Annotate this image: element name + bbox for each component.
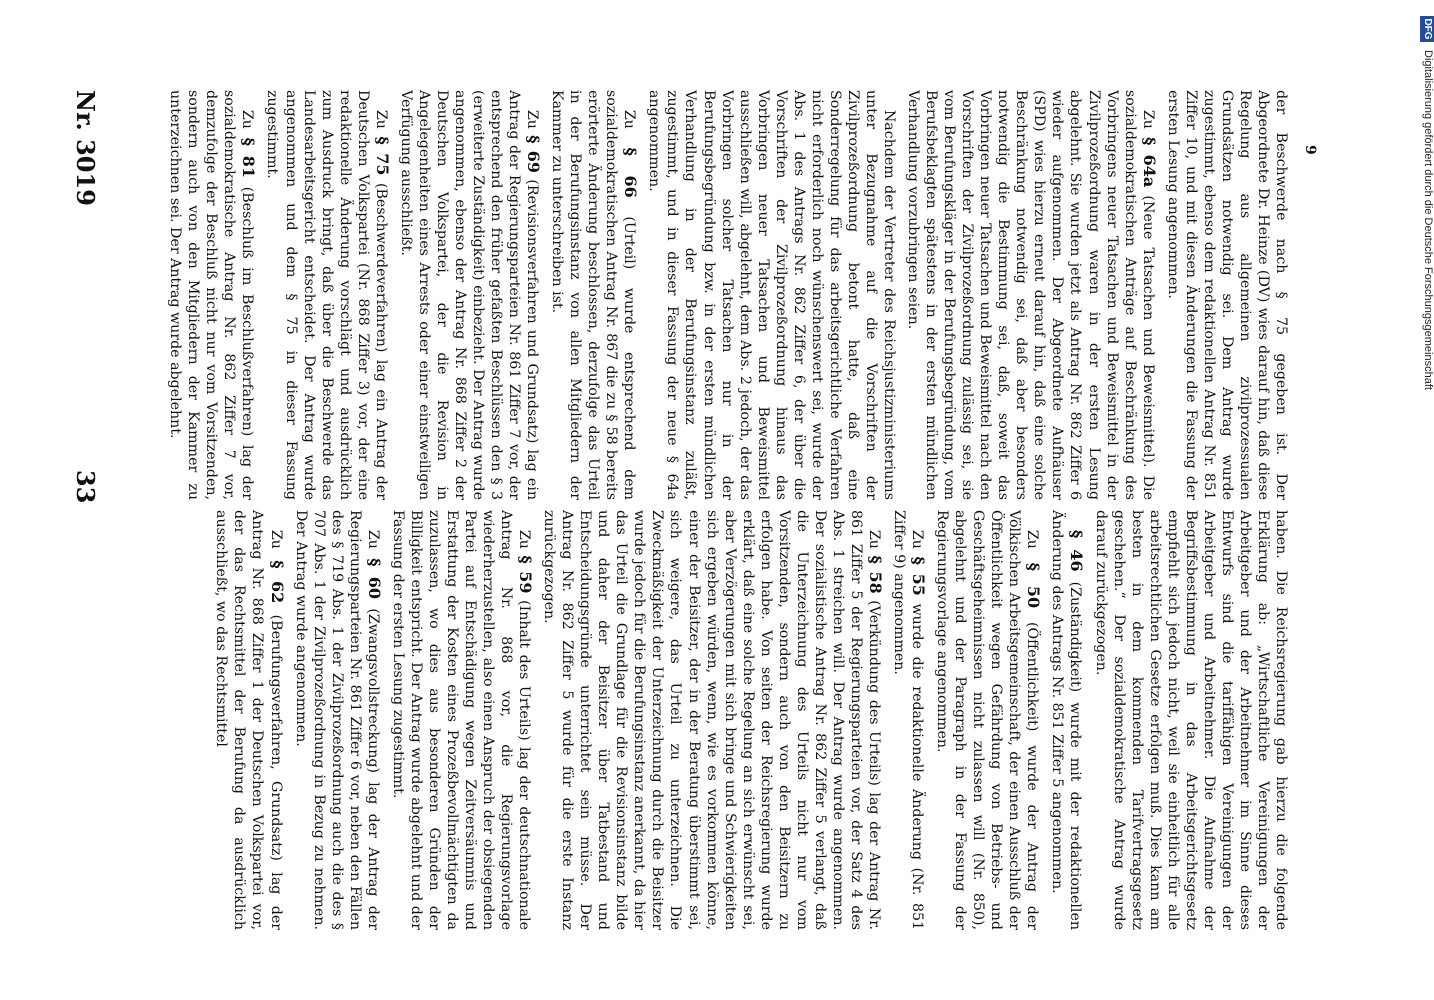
signature-mark: 9 <box>1302 145 1318 155</box>
paragraph-text: (Urteil) wurde entsprechend dem sozialdemokratischen Antrag Nr. 867 die zu § 58 bereits erörterte Änderung beschlossen, derzufolge das Urteil in der Berufungsinstanz von allen Mitgliedern der Kammer zu unterschreiben ist. <box>549 90 638 500</box>
paragraph-text: (Beschluß im Beschlußverfahren) lag der sozialdemokratische Antrag Nr. 862 Ziffer 7 vor, demzufolge der Beschluß nicht nur vom Vorsitzenden, sondern auch von den Mitgliedern der Kammer zu unterzeichnen sei. Der Antrag wurde abgelehnt. <box>167 90 256 500</box>
paragraph-text: (Revisionsverfahren und Grundsatz) lag ein Antrag der Regierungsparteien Nr. 861 Ziffer 7 vor, der entsprechend den früher gefaßten Beschlüssen den § 3 (erweiterte Zuständigkeit) einbezieht. Der Antrag wurde angenommen, ebenso der Antrag Nr. 868 Ziffer 2 der Deutschen Volkspartei, der die Revision in Angelegenheiten eines Arrests oder einer einstweiligen Verfügung ausschließt. <box>397 90 541 500</box>
paragraph <box>904 90 1158 500</box>
paragraph <box>1048 510 1085 930</box>
paragraph <box>1164 90 1290 500</box>
paragraph-text: wurde die redaktionelle Änderung (Nr. 851 Ziffer 9) angenommen. <box>891 510 926 930</box>
digitization-sidebar <box>1420 10 1434 990</box>
dfg-logo-text: DFG <box>1422 18 1433 40</box>
paragraph-lead: Zu <box>1139 109 1156 129</box>
paragraph-text: Nachdem der Vertreter des Reichsjustizministeriums unter Bezugnahme auf die Vorschriften der Zivilprozeßordnung betont hatte, daß eine Sonderregelung für das arbeitsgerichtliche Verfahren nicht erforderlich noch wünschenswert sei, wurde der Abs. 1 des Antrags Nr. 862 Ziffer 6, der über die Vorschriften der Zivilprozeßordnung hinaus das Vorbringen neuer Tatsachen und Beweismittel ausschließen will, abgelehnt, dem Abs. 2 jedoch, der das Vorbringen solcher Tatsachen nur in der Berufungsbegründung bzw. in der ersten mündlichen Verhandlung in der Berufungsinstanz zuläßt, zugestimmt, und in dieser Fassung der neue § 64a angenommen. <box>646 90 898 500</box>
page-number: 33 <box>71 470 100 504</box>
paragraph-text: (Zuständigkeit) wurde mit der redaktionellen Änderung des Antrags Nr. 851 Ziffer 5 angenommen. <box>1049 510 1084 930</box>
paragraph-lead: Zu <box>372 109 389 129</box>
paragraph-text: haben. Die Reichsregierung gab hierzu die folgende Erklärung ab: „Wirtschaftliche Vereinigungen der Arbeitgeber und der Arbeitnehmer im Sinne dieses Entwurfs sind die tariffähigen Vereinigungen der Arbeitgeber und Arbeitnehmer. Die Aufnahme der Begriffsbestimmung in das Arbeitsgerichtsgesetz empfiehlt sich jedoch nicht, weil sie einheitlich für alle arbeitsrechtlichen Gesetze erfolgen muß. Dies kann am besten in dem kommenden Tarifvertragsgesetz geschehen.“ Der sozialdemokratische Antrag wurde darauf zurückgezogen. <box>1092 510 1289 930</box>
paragraph-lead: Zu <box>909 529 926 549</box>
paragraph <box>263 90 390 500</box>
paragraph-text: (Beschwerdeverfahren) lag ein Antrag der Deutschen Volkspartei (Nr. 868 Ziffer 3) vor, der eine redaktionelle Änderung vorschlägt und ausdrücklich zum Ausdruck bringt, daß über die Beschwerde das Landesarbeitsgericht entscheidet. Der Antrag wurde angenommen und dem § 75 in dieser Fassung zugestimmt. <box>264 90 389 500</box>
paragraph-text: (Berufungsverfahren, Grundsatz) lag der Antrag Nr. 868 Ziffer 1 der Deutschen Volkspartei vor, der das Rechtsmittel der Berufung da ausdrücklich ausschließt, wo das Rechtsmittel <box>213 510 284 930</box>
paragraph <box>548 90 639 500</box>
paragraph-lead: Zu <box>267 529 284 549</box>
paragraph-lead: Zu <box>866 529 883 549</box>
paragraph <box>389 510 534 930</box>
paragraph-lead: Zu <box>1024 529 1041 549</box>
section-reference: § 75 <box>372 136 392 176</box>
paragraph <box>933 510 1042 930</box>
section-reference: § 46 <box>1067 529 1087 572</box>
funding-credit: Digitalisierung gefördert durch die Deutsche Forschungsgemeinschaft <box>1422 50 1434 390</box>
paragraph-lead: Zu <box>524 109 541 129</box>
section-reference: § 50 <box>1024 562 1044 609</box>
paragraph <box>397 90 542 500</box>
section-reference: § 69 <box>524 135 544 174</box>
section-reference: § 64a <box>1139 137 1159 188</box>
paragraph <box>890 510 927 930</box>
paragraph-text: (Neue Tatsachen und Beweismittel). Die sozialdemokratischen Anträge auf Beschränkung des Vorbringens neuer Tatsachen und Beweismittel in der Zivilprozeßordnung waren in der ersten Lesung abgelehnt. Sie wurden jetzt als Antrag Nr. 862 Ziffer 6 wieder aufgenommen. Der Abgeordnete Aufhäuser (SPD) wies hierzu erneut darauf hin, daß eine solche Beschränkung notwendig sei, daß aber besonders notwendig die Bestimmung sei, daß, soweit das Vorbringen neuer Tatsachen und Beweismittel nach den Vorschriften der Zivilprozeßordnung zulässig sei, sie vom Berufungskläger in der Berufungsbegründung, vom Berufsbeklagten spätestens in der ersten mündlichen Verhandlung vorzubringen seien. <box>905 90 1156 500</box>
paragraph <box>292 510 383 930</box>
paragraph <box>540 510 884 930</box>
right-text-column <box>110 90 1290 500</box>
paragraph-lead: Zu <box>239 109 256 129</box>
section-reference: § 81 <box>239 137 259 178</box>
paragraph-text: der Beschwerde nach § 75 gegeben ist. Der Abgeordnete Dr. Heinze (DV) wies darauf hin, daß diese Regelung aus allgemeinen zivilprozessualen Grundsätzen notwendig sei. Dem Antrag wurde zugestimmt, ebenso dem redaktionellen Antrag Nr. 851 Ziffer 10, und mit diesen Änderungen die Fassung der ersten Lesung angenommen. <box>1164 90 1289 500</box>
paragraph <box>1091 510 1290 930</box>
paragraph <box>645 90 898 500</box>
section-reference: § 55 <box>909 556 929 596</box>
section-reference: § 62 <box>267 560 287 604</box>
section-reference: § 66 <box>621 147 641 198</box>
paragraph-lead: Zu <box>516 529 533 549</box>
paragraph-text: (Öffentlichkeit) wurde der Antrag der Völkischen Arbeitsgemeinschaft, der einen Ausschluß der Öffentlichkeit wegen Gefährdung von Betriebs- und Geschäftsgeheimnissen nicht zulassen will (Nr. 850), abgelehnt und der Paragraph in der Fassung der Regierungsvorlage angenommen. <box>934 510 1041 930</box>
section-reference: § 60 <box>364 558 384 600</box>
paragraph-lead: Zu <box>621 109 638 129</box>
section-reference: § 59 <box>516 555 536 594</box>
paragraph-text: (Inhalt des Urteils) lag der deutschnationale Antrag Nr. 868 vor, die Regierungsvorlage wiederherzustellen, also einen Anspruch der obsiegenden Partei auf Entschädigung wegen Zeitversäumnis und Erstattung der Kosten eines Prozeßbevollmächtigten da zuzulassen, wo dies aus besonderen Gründen der Billigkeit entspricht. Der Antrag wurde abgelehnt und der Fassung der ersten Lesung zugestimmt. <box>389 510 533 930</box>
paragraph-text: (Verkündung des Urteils) lag der Antrag Nr. 861 Ziffer 5 der Regierungsparteien vor, der Satz 4 des Abs. 1 streichen will. Der Antrag wurde angenommen. Der sozialistische Antrag Nr. 862 Ziffer 5 verlangt, daß die Unterzeichnung des Urteils nicht nur vom Vorsitzenden, sondern auch von den Beisitzern zu erfolgen habe. Von seiten der Reichsregierung wurde erklärt, daß eine solche Regelung an sich erwünscht sei, aber Verzögerungen mit sich bringe und Schwierigkeiten sich ergeben würden, wenn, wie es vorkommen könne, einer der Beisitzer, der in der Beratung überstimmt sei, sich weigere, das Urteil zu unterzeichnen. Die Zweckmäßigkeit der Unterzeichnung durch die Beisitzer wurde jedoch für die Berufungsinstanz anerkannt, da hier das Urteil die Grundlage für die Revisionsinstanz bilde und daher der Beisitzer über Tatbestand und Entscheidungsgründe unterrichtet sein müsse. Der Antrag Nr. 862 Ziffer 5 wurde für die erste Instanz zurückgezogen. <box>541 510 883 930</box>
paragraph-text: (Zwangsvollstreckung) lag der Antrag der Regierungsparteien Nr. 861 Ziffer 6 vor, neben den Fällen des § 719 Abs. 1 der Zivilprozeßordnung auch die des § 707 Abs. 1 der Zivilprozeßordnung in Bezug zu nehmen. Der Antrag wurde angenommen. <box>292 510 381 930</box>
dfg-logo-icon <box>1420 16 1434 42</box>
section-reference: § 58 <box>866 555 886 594</box>
left-text-column <box>110 510 1290 930</box>
paragraph <box>212 510 285 930</box>
paragraph <box>166 90 257 500</box>
paragraph-lead: Zu <box>364 529 381 549</box>
document-number: Nr. 3019 <box>71 90 100 206</box>
